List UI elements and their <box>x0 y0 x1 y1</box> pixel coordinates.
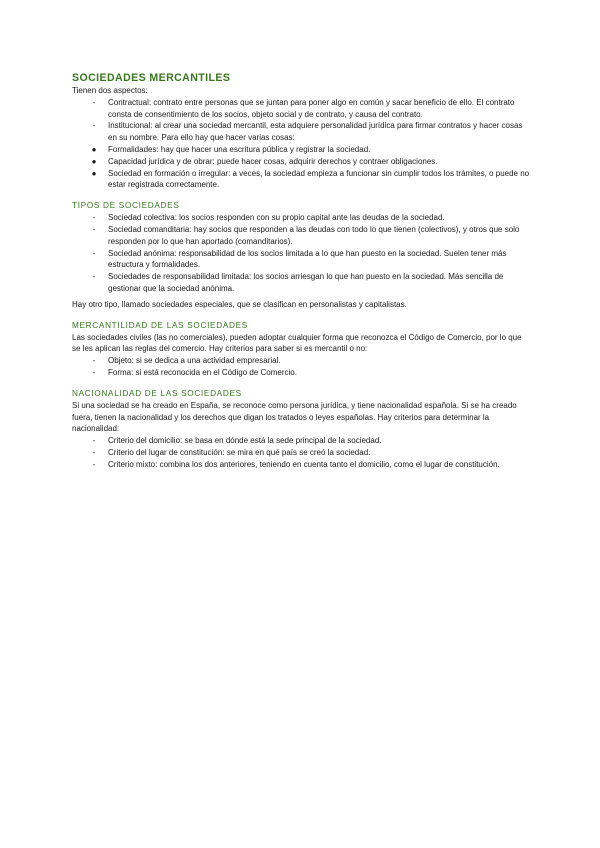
bullet-marker: ● <box>91 168 97 178</box>
dash-marker: - <box>92 97 96 107</box>
dash-marker: - <box>92 367 96 377</box>
list-item: ● Capacidad jurídica y de obrar: puede hacer cosas, adquirir derechos y contraer obligaciones. <box>72 156 532 168</box>
dash-marker: - <box>92 224 96 234</box>
mercantiles-intro: Tienen dos aspectos: <box>72 86 148 95</box>
tipos-note: Hay otro tipo, llamado sociedades especiales, que se clasifican en personalistas y capitalistas. <box>72 299 407 309</box>
list-item: - Forma: si está reconocida en el Código de Comercio. <box>72 367 532 379</box>
list-item: - Sociedad comanditaria: hay socios que responden a las deudas con todo lo que tienen (colectivos), y otros que solo responden por lo que han aportado (comanditarios). <box>72 224 532 248</box>
dash-marker: - <box>92 213 96 223</box>
dash-marker: - <box>92 459 96 469</box>
aspects-list <box>72 97 532 144</box>
list-item: - Sociedad colectiva: los socios responden con su propio capital ante las deudas de la sociedad. <box>72 212 532 224</box>
list-item: - Objeto: si se dedica a una actividad empresarial. <box>72 355 532 367</box>
nacionalidad-intro: Si una sociedad se ha creado en España, se reconoce como persona jurídica, y tiene nacionalidad española. Si se ha creado fuera, tienen la nacionalidad y los derechos que digan los tratados o leyes españolas. Hay criterios para determinar la nacionalidad: <box>72 400 517 434</box>
dash-marker: - <box>92 121 96 131</box>
section-title-mercantilidad: MERCANTILIDAD DE LAS SOCIEDADES <box>72 320 248 330</box>
dash-marker: - <box>92 436 96 446</box>
mercantilidad-intro: Las sociedades civiles (las no comerciales), pueden adoptar cualquier forma que reconozca el Código de Comercio, por lo que se les aplican las reglas del comercio. Hay criterios para saber si es mercantil o no: <box>72 332 522 354</box>
section-title-mercantiles: SOCIEDADES MERCANTILES <box>72 72 231 84</box>
document-content <box>72 71 532 471</box>
tipos-list <box>72 212 532 295</box>
nacionalidad-list <box>72 435 532 470</box>
list-item: ● Formalidades: hay que hacer una escritura pública y registrar la sociedad. <box>72 144 532 156</box>
list-item: - Sociedad anónima: responsabilidad de los socios limitada a lo que han puesto en la sociedad. Suelen tener más estructura y formalidades. <box>72 248 532 272</box>
section-title-nacionalidad: NACIONALIDAD DE LAS SOCIEDADES <box>72 388 242 398</box>
list-item: - Sociedades de responsabilidad limitada: los socios arriesgan lo que han puesto en la sociedad. Más sencilla de gestionar que la sociedad anónima. <box>72 271 532 295</box>
list-item: - Criterio del domicilio: se basa en dónde está la sede principal de la sociedad. <box>72 435 532 447</box>
list-item: - Institucional: al crear una sociedad mercantil, esta adquiere personalidad jurídica para firmar contratos y hacer cosas en su nombre. Para ello hay que hacer varias cosas: <box>72 120 532 144</box>
list-item: - Criterio del lugar de constitución: se mira en qué país se creó la sociedad. <box>72 447 532 459</box>
bullet-marker: ● <box>91 156 97 166</box>
list-item: ● Sociedad en formación o irregular: a veces, la sociedad empieza a funcionar sin cumplir todos los trámites, o puede no estar registrada correctamente. <box>72 168 532 192</box>
list-item: - Contractual: contrato entre personas que se juntan para poner algo en común y sacar beneficio de ello. El contrato consta de consentimiento de los socios, objeto social y de contrato, y causa del contrato. <box>72 97 532 121</box>
requirements-list <box>72 144 532 191</box>
list-item: - Criterio mixto: combina los dos anteriores, teniendo en cuenta tanto el domicilio, como el lugar de constitución. <box>72 459 532 471</box>
section-title-tipos: TIPOS DE SOCIEDADES <box>72 201 180 211</box>
dash-marker: - <box>92 447 96 457</box>
dash-marker: - <box>92 356 96 366</box>
dash-marker: - <box>92 248 96 258</box>
bullet-marker: ● <box>91 144 97 154</box>
dash-marker: - <box>92 272 96 282</box>
mercantilidad-list <box>72 355 532 379</box>
